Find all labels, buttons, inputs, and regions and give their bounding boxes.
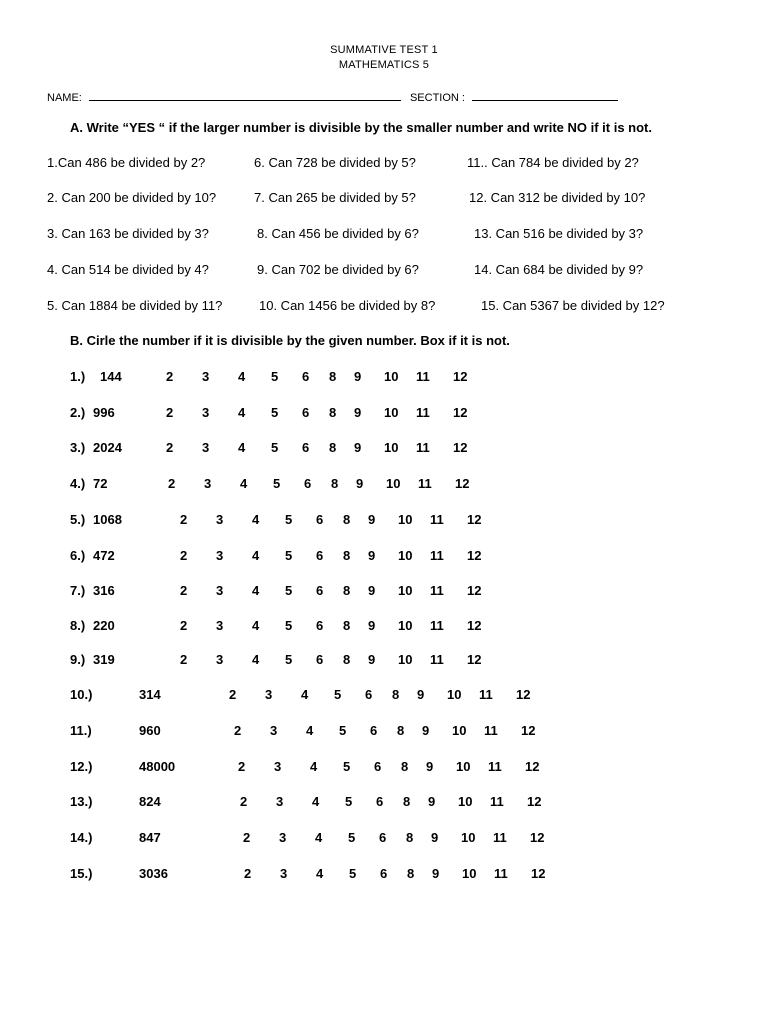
item-number: 72 [93,476,108,491]
divisor-option-11[interactable]: 11 [416,405,430,420]
divisor-option-2[interactable]: 2 [240,794,248,809]
divisor-option-4[interactable]: 4 [310,759,318,774]
divisor-option-3[interactable]: 3 [216,652,224,667]
question-9: 13. Can 516 be divided by 3? [474,226,644,241]
divisor-option-9[interactable]: 9 [422,723,430,738]
divisor-option-11[interactable]: 11 [416,369,430,384]
divisor-option-5[interactable]: 5 [271,405,279,420]
question-12: 14. Can 684 be divided by 9? [474,262,644,277]
divisor-option-9[interactable]: 9 [417,687,425,702]
divisor-option-6[interactable]: 6 [304,476,312,491]
divisor-option-6[interactable]: 6 [302,440,310,455]
test-title: SUMMATIVE TEST 1 [330,44,438,56]
divisibility-row [0,759,768,779]
item-label: 13.) [70,794,93,809]
divisor-option-9[interactable]: 9 [368,512,376,527]
divisibility-row [0,548,768,568]
divisor-option-10[interactable]: 10 [456,759,471,774]
divisibility-row [0,512,768,532]
question-2: 6. Can 728 be divided by 5? [254,155,416,170]
divisor-option-11[interactable]: 11 [430,583,444,598]
divisor-option-10[interactable]: 10 [398,583,413,598]
divisor-option-3[interactable]: 3 [280,866,288,881]
divisor-option-5[interactable]: 5 [343,759,351,774]
item-number: 3036 [139,866,168,881]
item-label: 3.) [70,440,86,455]
divisibility-row [0,687,768,707]
divisor-option-2[interactable]: 2 [166,440,174,455]
question-5: 7. Can 265 be divided by 5? [254,190,416,205]
divisor-option-2[interactable]: 2 [166,405,174,420]
item-number: 144 [100,369,122,384]
divisor-option-9[interactable]: 9 [431,830,439,845]
question-11: 9. Can 702 be divided by 6? [257,262,419,277]
divisor-option-4[interactable]: 4 [306,723,314,738]
divisor-option-3[interactable]: 3 [274,759,282,774]
divisibility-row [0,794,768,814]
divisor-option-6[interactable]: 6 [376,794,384,809]
question-1: 1.Can 486 be divided by 2? [47,155,206,170]
item-number: 847 [139,830,161,845]
divisor-option-5[interactable]: 5 [285,652,293,667]
item-label: 7.) [70,583,86,598]
divisor-option-11[interactable]: 11 [416,440,430,455]
divisibility-row [0,405,768,425]
divisor-option-11[interactable]: 11 [488,759,502,774]
divisor-option-3[interactable]: 3 [216,583,224,598]
divisor-option-5[interactable]: 5 [339,723,347,738]
divisor-option-2[interactable]: 2 [229,687,237,702]
divisor-option-5[interactable]: 5 [349,866,357,881]
item-number: 824 [139,794,161,809]
divisor-option-9[interactable]: 9 [354,405,362,420]
divisor-option-9[interactable]: 9 [368,618,376,633]
item-number: 472 [93,548,115,563]
part-b-instruction: B. Cirle the number if it is divisible by the given number. Box if it is not. [70,333,510,348]
divisor-option-12[interactable]: 12 [453,369,468,384]
divisor-option-9[interactable]: 9 [356,476,364,491]
divisor-option-4[interactable]: 4 [238,369,246,384]
divisor-option-3[interactable]: 3 [270,723,278,738]
question-14: 10. Can 1456 be divided by 8? [259,298,436,313]
divisor-option-3[interactable]: 3 [204,476,212,491]
divisor-option-6[interactable]: 6 [316,618,324,633]
divisor-option-12[interactable]: 12 [527,794,542,809]
divisor-option-10[interactable]: 10 [458,794,473,809]
question-10: 4. Can 514 be divided by 4? [47,262,209,277]
divisor-option-8[interactable]: 8 [343,583,351,598]
divisor-option-6[interactable]: 6 [374,759,382,774]
item-label: 15.) [70,866,93,881]
divisor-option-5[interactable]: 5 [285,548,293,563]
divisor-option-11[interactable]: 11 [430,618,444,633]
section-label: SECTION : [409,92,465,104]
divisor-option-9[interactable]: 9 [368,583,376,598]
divisibility-row [0,476,768,496]
divisor-option-3[interactable]: 3 [216,512,224,527]
divisor-option-11[interactable]: 11 [490,794,504,809]
divisor-option-2[interactable]: 2 [234,723,242,738]
divisor-option-9[interactable]: 9 [354,369,362,384]
divisibility-row [0,866,768,886]
divisor-option-12[interactable]: 12 [525,759,540,774]
divisor-option-10[interactable]: 10 [452,723,467,738]
item-number: 48000 [139,759,176,774]
divisor-option-8[interactable]: 8 [401,759,409,774]
divisor-option-5[interactable]: 5 [285,583,293,598]
question-3: 11.. Can 784 be divided by 2? [467,155,639,170]
divisor-option-6[interactable]: 6 [379,830,387,845]
divisor-option-2[interactable]: 2 [244,866,252,881]
divisor-option-8[interactable]: 8 [343,618,351,633]
divisor-option-5[interactable]: 5 [285,512,293,527]
divisor-option-12[interactable]: 12 [467,652,482,667]
divisor-option-5[interactable]: 5 [345,794,353,809]
item-label: 4.) [70,476,86,491]
divisor-option-11[interactable]: 11 [494,866,508,881]
divisor-option-11[interactable]: 11 [493,830,507,845]
divisor-option-12[interactable]: 12 [521,723,536,738]
divisor-option-5[interactable]: 5 [271,440,279,455]
divisor-option-4[interactable]: 4 [315,830,323,845]
item-number: 2024 [93,440,122,455]
divisor-option-3[interactable]: 3 [276,794,284,809]
divisor-option-3[interactable]: 3 [202,369,210,384]
question-7: 3. Can 163 be divided by 3? [47,226,209,241]
divisor-option-2[interactable]: 2 [166,369,174,384]
divisor-option-8[interactable]: 8 [392,687,400,702]
divisor-option-3[interactable]: 3 [202,405,210,420]
divisor-option-10[interactable]: 10 [384,405,399,420]
divisor-option-4[interactable]: 4 [316,866,324,881]
divisor-option-6[interactable]: 6 [302,369,310,384]
divisor-option-4[interactable]: 4 [240,476,248,491]
question-4: 2. Can 200 be divided by 10? [47,190,217,205]
item-label: 12.) [70,759,93,774]
divisor-option-4[interactable]: 4 [252,652,260,667]
divisor-option-8[interactable]: 8 [407,866,415,881]
divisibility-row [0,723,768,743]
divisor-option-2[interactable]: 2 [238,759,246,774]
divisor-option-10[interactable]: 10 [398,618,413,633]
divisor-option-5[interactable]: 5 [273,476,281,491]
item-label: 8.) [70,618,86,633]
divisor-option-4[interactable]: 4 [252,512,260,527]
divisor-option-3[interactable]: 3 [265,687,273,702]
item-label: 11.) [70,723,92,738]
section-field[interactable] [472,90,618,101]
divisor-option-9[interactable]: 9 [368,652,376,667]
question-13: 5. Can 1884 be divided by 11? [47,298,223,313]
divisor-option-12[interactable]: 12 [531,866,546,881]
divisor-option-6[interactable]: 6 [316,652,324,667]
divisibility-row [0,583,768,603]
divisibility-row [0,440,768,460]
divisor-option-4[interactable]: 4 [301,687,309,702]
divisor-option-5[interactable]: 5 [285,618,293,633]
divisor-option-8[interactable]: 8 [343,652,351,667]
item-number: 996 [93,405,115,420]
item-number: 319 [93,652,115,667]
divisor-option-10[interactable]: 10 [384,369,399,384]
divisor-option-10[interactable]: 10 [386,476,401,491]
divisor-option-11[interactable]: 11 [430,512,444,527]
divisor-option-4[interactable]: 4 [238,440,246,455]
divisor-option-4[interactable]: 4 [252,583,260,598]
divisor-option-6[interactable]: 6 [365,687,373,702]
divisor-option-8[interactable]: 8 [343,548,351,563]
divisor-option-2[interactable]: 2 [180,652,188,667]
divisor-option-5[interactable]: 5 [271,369,279,384]
divisor-option-8[interactable]: 8 [343,512,351,527]
divisor-option-5[interactable]: 5 [334,687,342,702]
divisor-option-12[interactable]: 12 [530,830,545,845]
subject-title: MATHEMATICS 5 [338,59,430,71]
question-15: 15. Can 5367 be divided by 12? [481,298,665,313]
divisor-option-12[interactable]: 12 [467,583,482,598]
question-8: 8. Can 456 be divided by 6? [257,226,419,241]
item-number: 316 [93,583,115,598]
divisor-option-6[interactable]: 6 [370,723,378,738]
question-6: 12. Can 312 be divided by 10? [469,190,646,205]
divisor-option-8[interactable]: 8 [397,723,405,738]
divisor-option-2[interactable]: 2 [180,583,188,598]
divisor-option-9[interactable]: 9 [426,759,434,774]
divisor-option-12[interactable]: 12 [467,618,482,633]
divisor-option-10[interactable]: 10 [461,830,476,845]
divisibility-row [0,618,768,638]
divisor-option-3[interactable]: 3 [279,830,287,845]
divisor-option-9[interactable]: 9 [354,440,362,455]
divisor-option-11[interactable]: 11 [430,548,444,563]
divisor-option-10[interactable]: 10 [384,440,399,455]
divisor-option-9[interactable]: 9 [368,548,376,563]
divisor-option-11[interactable]: 11 [430,652,444,667]
divisor-option-12[interactable]: 12 [467,512,482,527]
name-section-row [47,90,618,104]
item-number: 960 [139,723,161,738]
item-label: 5.) [70,512,86,527]
divisor-option-6[interactable]: 6 [302,405,310,420]
divisor-option-4[interactable]: 4 [238,405,246,420]
divisor-option-12[interactable]: 12 [467,548,482,563]
divisor-option-3[interactable]: 3 [216,618,224,633]
divisor-option-6[interactable]: 6 [316,512,324,527]
divisor-option-2[interactable]: 2 [180,548,188,563]
item-label: 1.) [70,369,86,384]
divisibility-row [0,652,768,672]
divisor-option-2[interactable]: 2 [180,618,188,633]
divisor-option-10[interactable]: 10 [447,687,462,702]
divisor-option-12[interactable]: 12 [455,476,470,491]
divisibility-row [0,369,768,389]
divisor-option-11[interactable]: 11 [418,476,432,491]
item-label: 14.) [70,830,93,845]
divisor-option-4[interactable]: 4 [312,794,320,809]
divisor-option-9[interactable]: 9 [432,866,440,881]
divisor-option-12[interactable]: 12 [453,440,468,455]
item-label: 6.) [70,548,86,563]
name-label: NAME: [47,92,82,104]
divisor-option-2[interactable]: 2 [180,512,188,527]
divisor-option-8[interactable]: 8 [403,794,411,809]
divisor-option-6[interactable]: 6 [380,866,388,881]
item-label: 9.) [70,652,86,667]
divisor-option-2[interactable]: 2 [168,476,176,491]
divisor-option-8[interactable]: 8 [329,369,337,384]
item-number: 314 [139,687,161,702]
divisor-option-10[interactable]: 10 [398,512,413,527]
divisor-option-4[interactable]: 4 [252,548,260,563]
divisor-option-8[interactable]: 8 [331,476,339,491]
divisor-option-11[interactable]: 11 [484,723,498,738]
divisor-option-5[interactable]: 5 [348,830,356,845]
divisor-option-10[interactable]: 10 [398,652,413,667]
divisor-option-12[interactable]: 12 [516,687,531,702]
part-a-instruction: A. Write “YES “ if the larger number is divisible by the smaller number and write NO if it is not. [70,120,652,135]
name-field[interactable] [89,90,401,101]
divisor-option-3[interactable]: 3 [202,440,210,455]
divisibility-row [0,830,768,850]
divisor-option-10[interactable]: 10 [398,548,413,563]
divisor-option-10[interactable]: 10 [462,866,477,881]
item-label: 2.) [70,405,86,420]
item-number: 220 [93,618,115,633]
divisor-option-9[interactable]: 9 [428,794,436,809]
divisor-option-11[interactable]: 11 [479,687,493,702]
divisor-option-8[interactable]: 8 [329,405,337,420]
divisor-option-4[interactable]: 4 [252,618,260,633]
divisor-option-2[interactable]: 2 [243,830,251,845]
divisor-option-8[interactable]: 8 [406,830,414,845]
divisor-option-6[interactable]: 6 [316,548,324,563]
divisor-option-3[interactable]: 3 [216,548,224,563]
item-label: 10.) [70,687,93,702]
divisor-option-6[interactable]: 6 [316,583,324,598]
divisor-option-12[interactable]: 12 [453,405,468,420]
divisor-option-8[interactable]: 8 [329,440,337,455]
item-number: 1068 [93,512,122,527]
